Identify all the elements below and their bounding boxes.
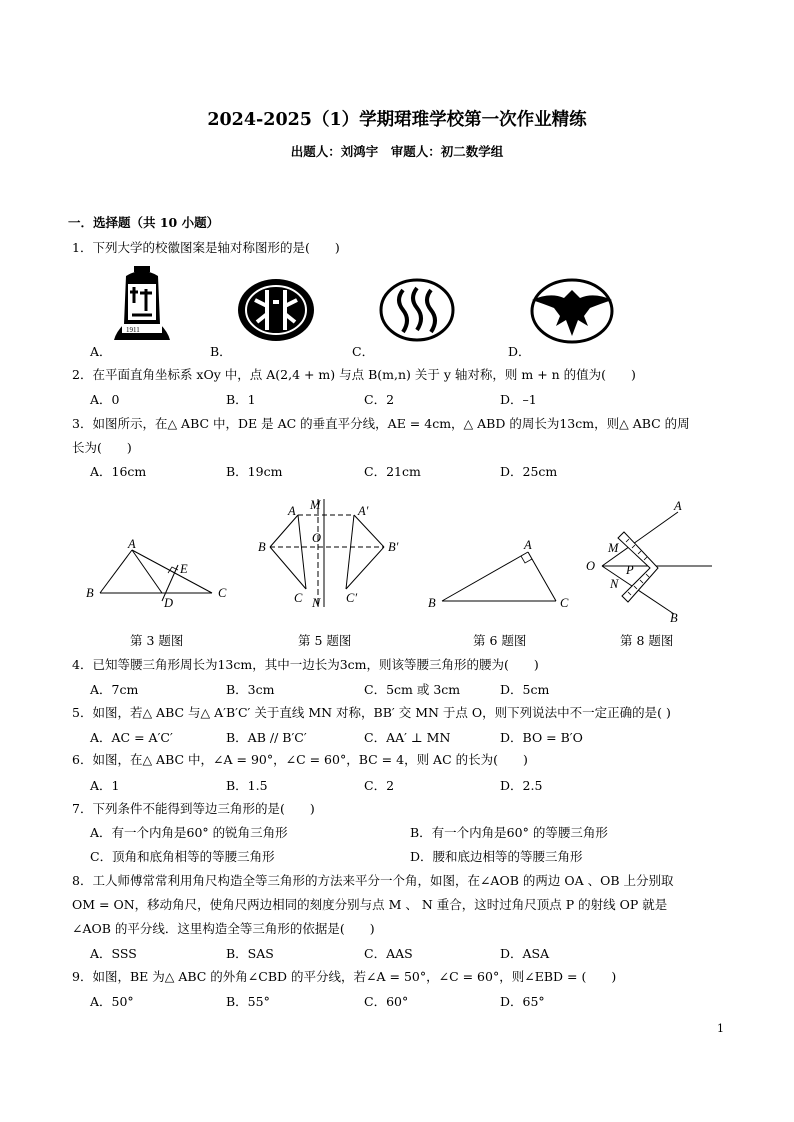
fig3-label-a: A (128, 537, 136, 551)
emblem-waves-icon (379, 278, 455, 342)
fig5-label-b: B (258, 540, 266, 554)
q2-option-d[interactable]: D．–1 (500, 392, 537, 407)
question-8-stem-line2: OM = ON，移动角尺，使角尺两边相同的刻度分别与点 M 、 N 重合，这时过角尺顶点 P 的射线 OP 就是 (72, 897, 668, 912)
q4-option-d[interactable]: D．5cm (500, 682, 550, 697)
fig5-label-a-prime: A′ (358, 504, 369, 518)
q4-option-b[interactable]: B．3cm (226, 682, 275, 697)
q4-option-a[interactable]: A．7cm (90, 682, 139, 697)
figure-5 (254, 495, 408, 613)
q5-option-b[interactable]: B．AB // B′C′ (226, 730, 307, 745)
caption-fig8: 第 8 题图 (620, 633, 674, 648)
q9-option-d[interactable]: D．65° (500, 994, 545, 1009)
question-8-stem-line1: 8．工人师傅常常利用角尺构造全等三角形的方法来平分一个角，如图，在∠AOB 的两边 OA 、OB 上分别取 (72, 873, 674, 888)
q9-option-a[interactable]: A．50° (90, 994, 134, 1009)
document-title: 2024-2025（1）学期珺琟学校第一次作业精练 (207, 110, 587, 130)
caption-fig6: 第 6 题图 (473, 633, 527, 648)
q9-option-c[interactable]: C．60° (364, 994, 409, 1009)
q1-option-d[interactable]: D． (508, 344, 531, 359)
fig8-label-o: O (586, 559, 596, 573)
fig6-label-b: B (428, 596, 436, 610)
figure-3 (82, 535, 242, 615)
fig5-label-n: N (312, 596, 321, 610)
q4-option-c[interactable]: C．5cm 或 3cm (364, 682, 461, 697)
q3-option-c[interactable]: C．21cm (364, 464, 421, 479)
question-3-stem-line2: 长为( ) (72, 440, 132, 455)
q5-option-d[interactable]: D．BO = B′O (500, 730, 583, 745)
fig8-label-n: N (610, 577, 619, 591)
fig5-label-c: C (294, 591, 303, 605)
q1-option-c[interactable]: C． (352, 344, 375, 359)
q2-option-c[interactable]: C．2 (364, 392, 395, 407)
q7-option-d[interactable]: D．腰和底边相等的等腰三角形 (410, 849, 583, 864)
q7-option-c[interactable]: C．顶角和底角相等的等腰三角形 (90, 849, 275, 864)
fig6-label-a: A (524, 538, 532, 552)
question-4-stem: 4．已知等腰三角形周长为13cm，其中一边长为3cm，则该等腰三角形的腰为( ) (72, 657, 539, 672)
fig8-label-m: M (608, 541, 619, 555)
q8-option-d[interactable]: D．ASA (500, 946, 550, 961)
caption-fig3: 第 3 题图 (130, 633, 184, 648)
q6-option-d[interactable]: D．2.5 (500, 778, 543, 793)
q5-option-c[interactable]: C．AA′ ⊥ MN (364, 730, 451, 745)
fig3-label-c: C (218, 586, 227, 600)
question-8-stem-line3: ∠AOB 的平分线．这里构造全等三角形的依据是( ) (72, 921, 375, 936)
fig3-label-b: B (86, 586, 94, 600)
emblem-bell-icon (112, 262, 172, 346)
fig6-label-c: C (560, 596, 569, 610)
q7-option-a[interactable]: A．有一个内角是60° 的锐角三角形 (90, 825, 288, 840)
fig8-label-b: B (670, 611, 678, 625)
fig5-label-a: A (288, 504, 296, 518)
fig8-label-a: A (674, 499, 682, 513)
fig5-label-o: O (312, 531, 322, 545)
q8-option-b[interactable]: B．SAS (226, 946, 274, 961)
q6-option-b[interactable]: B．1.5 (226, 778, 268, 793)
figure-6 (424, 535, 578, 615)
q1-option-a[interactable]: A． (90, 344, 112, 359)
q1-option-b[interactable]: B． (210, 344, 232, 359)
q9-option-b[interactable]: B．55° (226, 994, 270, 1009)
question-6-stem: 6．如图，在△ ABC 中，∠A = 90°，∠C = 60°，BC = 4，则 AC 的长为( ) (72, 752, 528, 767)
question-1-stem: 1．下列大学的校徽图案是轴对称图形的是( ) (72, 240, 340, 255)
q2-option-b[interactable]: B．1 (226, 392, 256, 407)
q3-option-d[interactable]: D．25cm (500, 464, 558, 479)
fig5-label-b-prime: B′ (388, 540, 399, 554)
fig3-label-d: D (164, 596, 174, 610)
figure-8 (582, 496, 716, 630)
page-number: 1 (717, 1022, 724, 1035)
question-3-stem-line1: 3．如图所示，在△ ABC 中，DE 是 AC 的垂直平分线，AE = 4cm，△ ABD 的周长为13cm，则△ ABC 的周 (72, 416, 690, 431)
question-5-stem: 5．如图，若△ ABC 与△ A′B′C′ 关于直线 MN 对称，BB′ 交 MN 于点 O，则下列说法中不一定正确的是( ) (72, 705, 671, 720)
section-heading: 一．选择题（共 10 小题） (68, 215, 220, 230)
q2-option-a[interactable]: A．0 (90, 392, 120, 407)
q8-option-c[interactable]: C．AAS (364, 946, 413, 961)
caption-fig5: 第 5 题图 (298, 633, 352, 648)
q5-option-a[interactable]: A．AC = A′C′ (90, 730, 173, 745)
svg-text:1911: 1911 (126, 326, 140, 334)
q7-option-b[interactable]: B．有一个内角是60° 的等腰三角形 (410, 825, 608, 840)
fig5-label-c-prime: C′ (346, 591, 358, 605)
emblem-eagle-icon (530, 278, 614, 344)
q3-option-b[interactable]: B．19cm (226, 464, 283, 479)
fig8-label-p: P (626, 563, 634, 577)
document-subtitle: 出题人：刘鸿宇 审题人：初二数学组 (290, 144, 504, 159)
q6-option-c[interactable]: C．2 (364, 778, 395, 793)
question-9-stem: 9．如图，BE 为△ ABC 的外角∠CBD 的平分线，若∠A = 50°，∠C = 60°，则∠EBD = ( ) (72, 969, 617, 984)
fig5-label-m: M (310, 498, 321, 512)
question-7-stem: 7．下列条件不能得到等边三角形的是( ) (72, 801, 315, 816)
emblem-pku-icon (237, 278, 315, 342)
q6-option-a[interactable]: A．1 (90, 778, 120, 793)
fig3-label-e: E (180, 562, 188, 576)
q8-option-a[interactable]: A．SSS (90, 946, 137, 961)
question-2-stem: 2．在平面直角坐标系 xOy 中，点 A(2,4 + m) 与点 B(m,n) 关于 y 轴对称，则 m + n 的值为( ) (72, 367, 636, 382)
q3-option-a[interactable]: A．16cm (90, 464, 147, 479)
